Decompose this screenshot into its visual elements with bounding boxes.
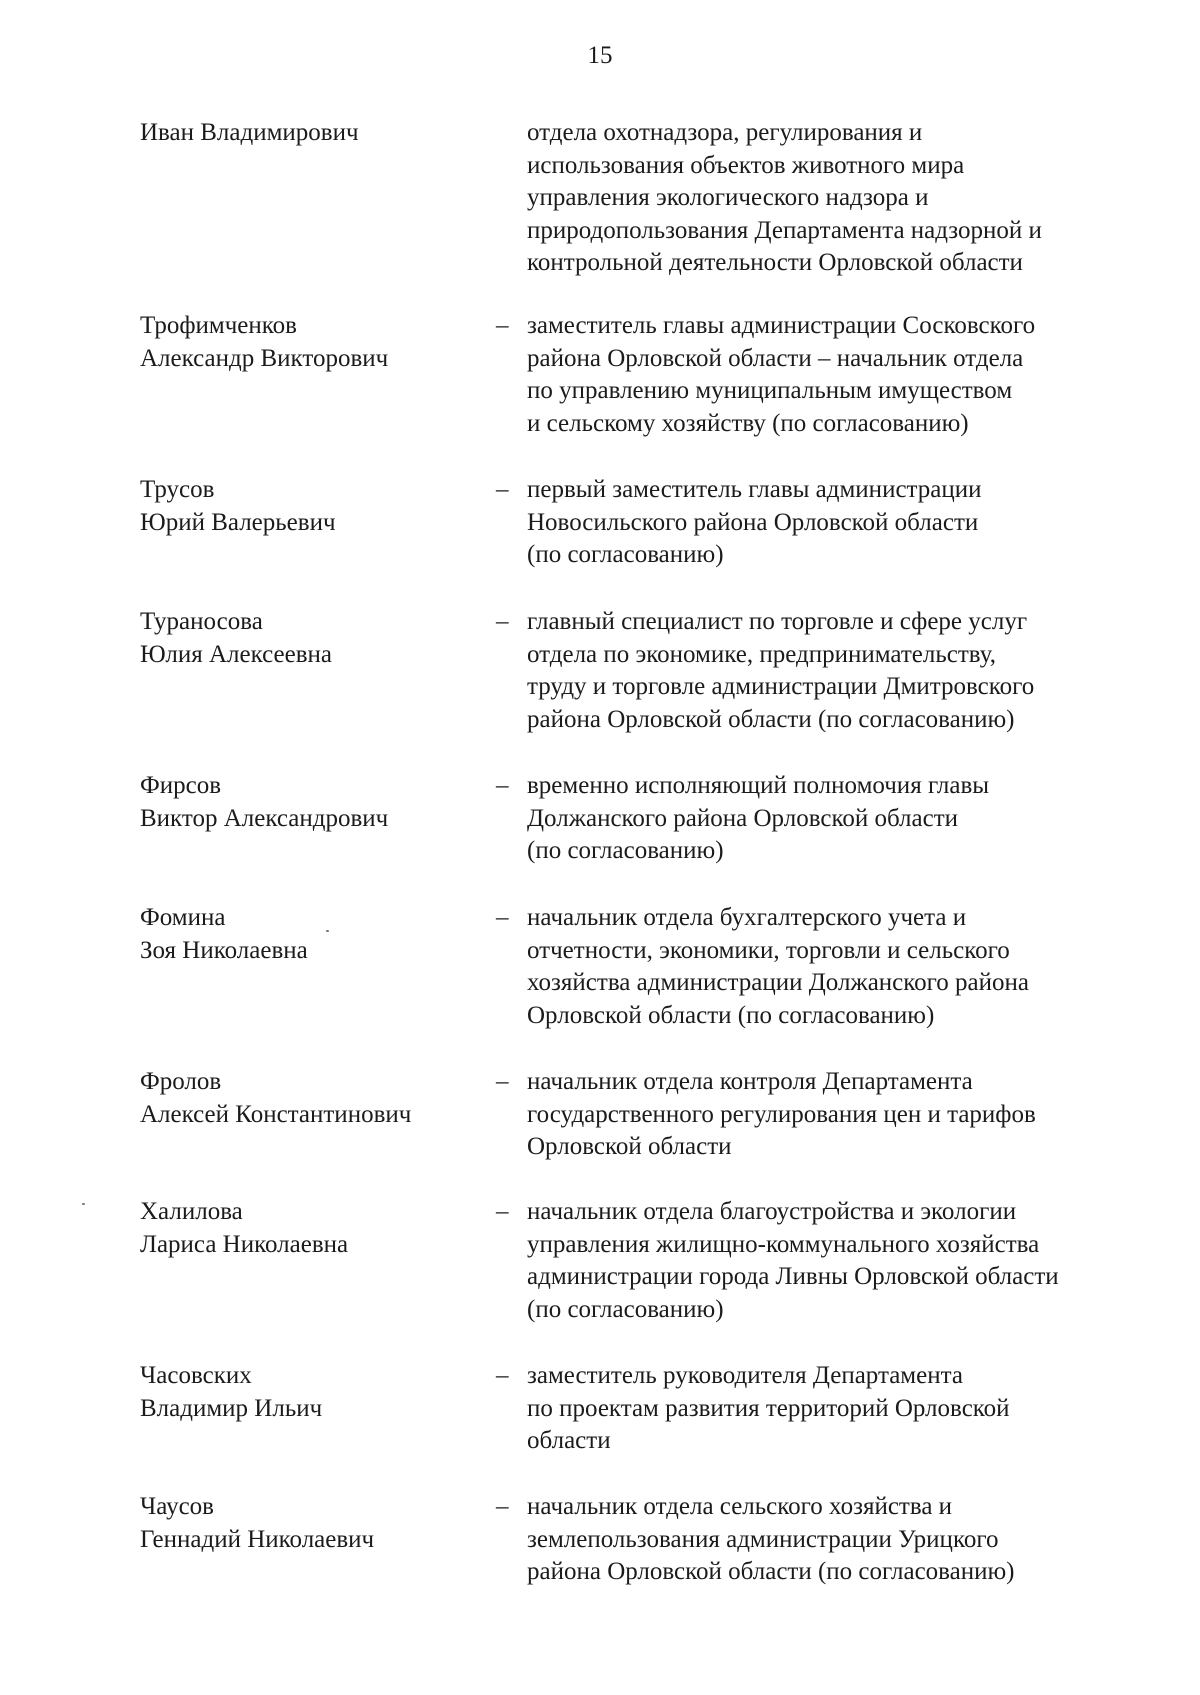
member-position-line: Орловской области (по согласованию) [527,1001,935,1029]
member-position-line: первый заместитель главы администрации [527,476,982,503]
member-position [527,770,1147,868]
member-name [140,1491,480,1556]
member-position [527,1360,1147,1458]
member-name [140,606,480,671]
scan-speck [326,930,329,932]
member-position-line: (по согласованию) [527,1295,724,1323]
member-position-line: по управлению муниципальным имуществом [527,377,1013,404]
member-name-line: Зоя Николаевна [140,936,308,964]
member-position-line: Новосильского района Орловской области [527,508,979,536]
member-position-line: начальник отдела сельского хозяйства и [527,1493,953,1520]
member-position [527,902,1147,1032]
entry-dash: – [496,608,509,635]
member-position-line: района Орловской области (по согласованию) [527,1558,1015,1585]
entry-dash: – [496,1198,509,1225]
member-position-line: отчетности, экономики, торговли и сельского [527,936,1010,964]
member-position-line: временно исполняющий полномочия главы [527,772,990,799]
member-name-line: Трофимченков [140,312,297,339]
member-position-line: (по согласованию) [527,541,724,568]
member-name [140,117,480,150]
member-name-line: Фролов [140,1068,222,1095]
member-position-line: заместитель руководителя Департамента [527,1362,963,1389]
member-name-line: Геннадий Николаевич [140,1525,375,1553]
member-name-line: Виктор Александрович [140,804,389,832]
member-position-line: заместитель главы администрации Сосковского [527,312,1036,339]
member-name-line: Юрий Валерьевич [140,508,336,536]
member-position-line: контрольной деятельности Орловской области [527,249,1023,276]
member-name [140,770,480,835]
member-position [527,474,1147,572]
member-position-line: района Орловской области (по согласованию) [527,705,1015,733]
member-name-line: Фомина [140,904,226,931]
member-position-line: начальник отдела контроля Департамента [527,1068,973,1095]
member-position-line: (по согласованию) [527,837,724,864]
member-name-line: Халилова [140,1198,243,1225]
member-name [140,1066,480,1131]
entry-dash: – [496,904,509,931]
member-position-line: управления жилищно-коммунального хозяйства [527,1230,1040,1258]
member-name [140,474,480,539]
entry-dash: – [496,476,509,503]
member-name-line: Чаусов [140,1493,214,1520]
member-position-line: области [527,1427,611,1454]
member-name-line: Фирсов [140,772,222,799]
member-name-line: Трусов [140,476,215,503]
member-name [140,1196,480,1261]
member-name-line: Юлия Алексеевна [140,640,332,668]
member-position [527,606,1147,736]
member-position-line: начальник отдела благоустройства и экологии [527,1198,1017,1225]
member-position-line: главный специалист по торговле и сфере услуг [527,608,1028,635]
member-position [527,117,1147,280]
entry-dash: – [496,772,509,799]
member-position [527,1196,1147,1326]
member-position-line: землепользования администрации Урицкого [527,1525,999,1553]
entry-dash: – [496,1068,509,1095]
scan-speck [82,1203,85,1205]
member-name-line: Лариса Николаевна [140,1230,349,1258]
member-position-line: начальник отдела бухгалтерского учета и [527,904,967,931]
member-position-line: хозяйства администрации Должанского района [527,969,1029,996]
member-name-line: Часовских [140,1362,252,1389]
member-name-line: Тураносова [140,608,263,635]
entry-dash: – [496,312,509,339]
member-position-line: использования объектов животного мира [527,151,965,179]
member-position-line: администрации города Ливны Орловской области [527,1263,1059,1290]
member-position-line: отдела по экономике, предпринимательству, [527,640,996,668]
member-position-line: Должанского района Орловской области [527,804,959,832]
member-position [527,1066,1147,1164]
member-name [140,902,480,967]
member-position-line: отдела охотнадзора, регулирования и [527,119,923,146]
member-name-line: Иван Владимирович [140,119,359,146]
member-position-line: природопользования Департамента надзорной и [527,216,1042,244]
member-name-line: Александр Викторович [140,344,389,372]
member-position-line: Орловской области [527,1133,732,1160]
member-name [140,310,480,375]
member-position [527,310,1147,440]
member-position-line: управления экологического надзора и [527,184,929,211]
member-name [140,1360,480,1425]
entry-dash: – [496,1493,509,1520]
member-position-line: по проектам развития территорий Орловской [527,1394,1010,1422]
page-number: 15 [587,42,613,69]
member-position-line: труду и торговле администрации Дмитровского [527,673,1035,700]
entry-dash: – [496,1362,509,1389]
member-position-line: и сельскому хозяйству (по согласованию) [527,409,969,437]
member-position-line: государственного регулирования цен и тарифов [527,1100,1036,1128]
member-position-line: района Орловской области – начальник отдела [527,344,1024,372]
member-position [527,1491,1147,1589]
member-name-line: Алексей Константинович [140,1100,412,1128]
member-name-line: Владимир Ильич [140,1394,323,1422]
